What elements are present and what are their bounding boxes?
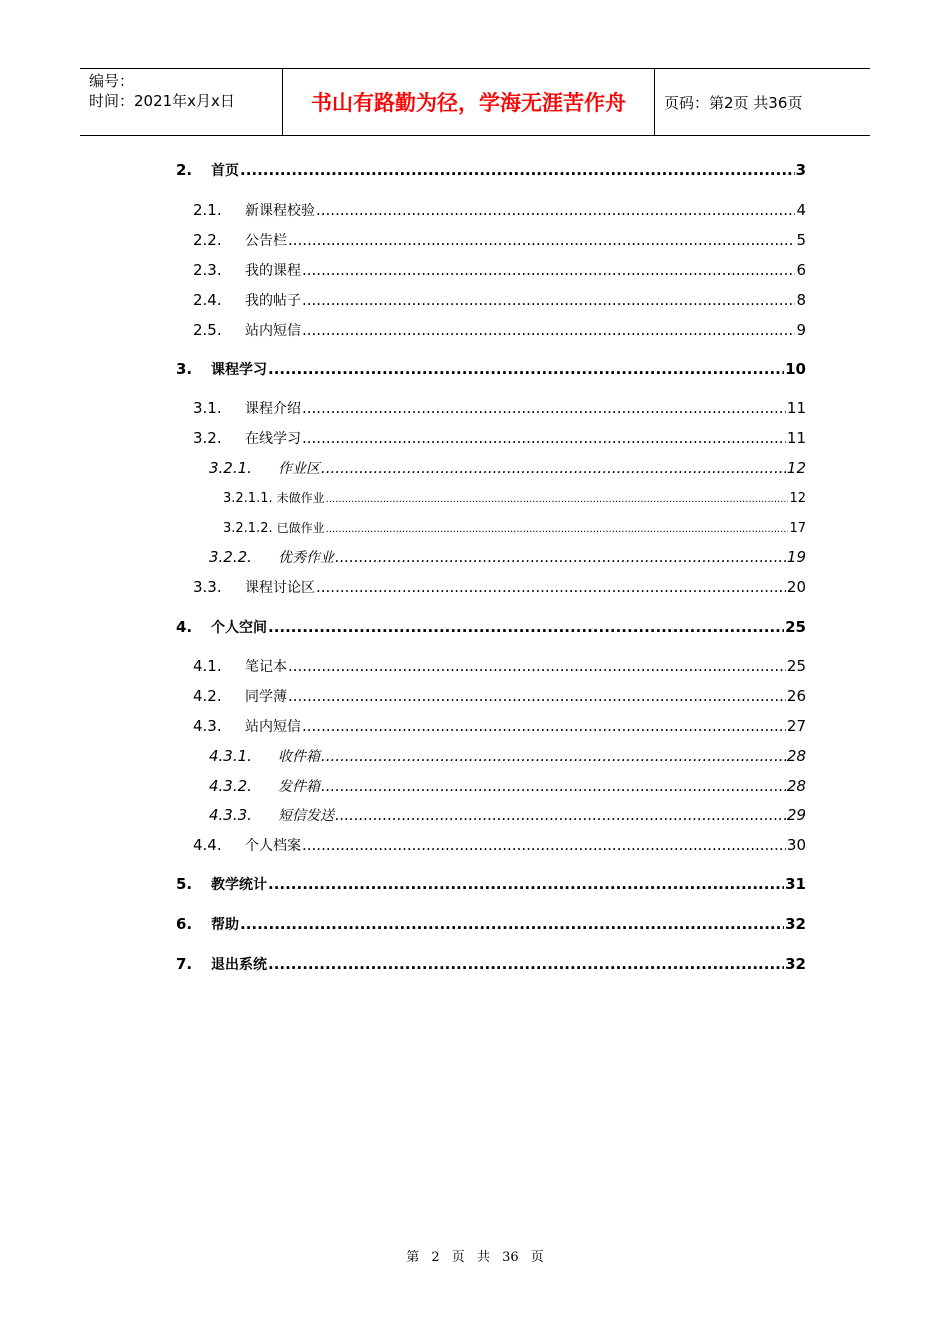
toc-entry[interactable]: 3.2.1.1. 未做作业 ..... 12 xyxy=(223,489,806,506)
document-time-label: 时间：2021年x月x日 xyxy=(89,92,235,110)
header-page-info: 页码：第2页 共36页 xyxy=(664,93,803,112)
toc-entry[interactable]: 2.3. 我的课程 ..... 6 xyxy=(193,260,806,280)
toc-entry[interactable]: 2.1. 新课程校验 ..... 4 xyxy=(193,200,806,220)
toc-entry[interactable]: 5. 教学统计 ..... 31 xyxy=(176,874,806,894)
footer-total-pages: 36 xyxy=(502,1250,519,1265)
footer-ye-2: 页 xyxy=(530,1250,544,1265)
toc-entry[interactable]: 4.3. 站内短信 ..... 27 xyxy=(193,716,806,736)
document-number-label: 编号： xyxy=(89,72,135,90)
toc-entry[interactable]: 2.4. 我的帖子 ..... 8 xyxy=(193,290,806,310)
document-header xyxy=(80,68,870,136)
toc-entry[interactable]: 3.3. 课程讨论区 ..... 20 xyxy=(193,577,806,597)
footer-di: 第 xyxy=(406,1250,420,1265)
toc-entry[interactable]: 2.5. 站内短信 ..... 9 xyxy=(193,320,806,340)
toc-entry[interactable]: 7. 退出系统 ..... 32 xyxy=(176,954,806,974)
toc-entry[interactable]: 3.2.2. 优秀作业 ..... 19 xyxy=(209,547,806,567)
toc-entry[interactable]: 3.2. 在线学习 ..... 11 xyxy=(193,428,806,448)
toc-entry[interactable]: 2. 首页 ..... 3 xyxy=(176,160,806,180)
toc-entry[interactable]: 4.2. 同学薄 ..... 26 xyxy=(193,686,806,706)
toc-entry[interactable]: 4. 个人空间 ..... 25 xyxy=(176,617,806,637)
toc-entry[interactable]: 4.1. 笔记本 ..... 25 xyxy=(193,656,806,676)
toc-entry[interactable]: 4.4. 个人档案 ..... 30 xyxy=(193,835,806,855)
toc-entry[interactable]: 3.2.1.2. 已做作业 ..... 17 xyxy=(223,519,806,536)
page-footer xyxy=(0,1246,950,1265)
toc-entry[interactable]: 3. 课程学习 ..... 10 xyxy=(176,359,806,379)
footer-ye: 页 xyxy=(451,1250,465,1265)
toc-entry[interactable]: 4.3.2. 发件箱 ..... 28 xyxy=(209,776,806,796)
toc-entry[interactable]: 6. 帮助 ..... 32 xyxy=(176,914,806,934)
header-motto: 书山有路勤为径，学海无涯苦作舟 xyxy=(282,69,655,135)
footer-gong: 共 xyxy=(476,1250,490,1265)
toc-entry[interactable]: 3.2.1. 作业区 ..... 12 xyxy=(209,458,806,478)
toc-entry[interactable]: 3.1. 课程介绍 ..... 11 xyxy=(193,398,806,418)
toc-entry[interactable]: 4.3.3. 短信发送 ..... 29 xyxy=(209,805,806,825)
toc-entry[interactable]: 2.2. 公告栏 ..... 5 xyxy=(193,230,806,250)
toc-entry[interactable]: 4.3.1. 收件箱 ..... 28 xyxy=(209,746,806,766)
header-meta-cell xyxy=(80,69,282,135)
footer-current-page: 2 xyxy=(431,1250,440,1265)
